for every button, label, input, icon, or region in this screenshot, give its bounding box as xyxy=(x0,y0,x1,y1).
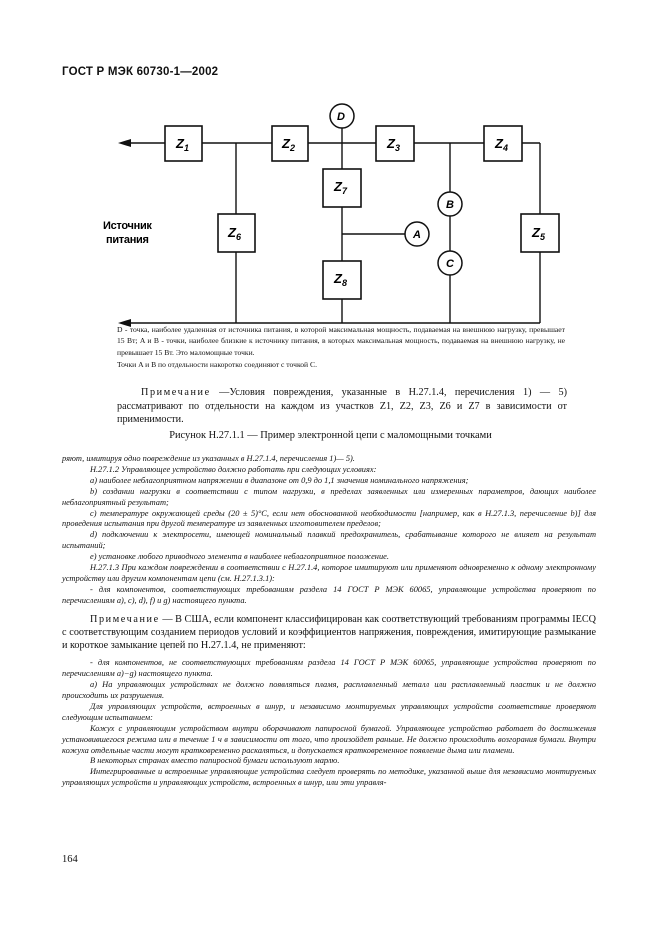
paragraph: - для компонентов, не соответствующих требованиям раздела 14 ГОСТ Р МЭК 60065, управляющие устройства проверяют по перечислениям a)−g) настоящего пункта. xyxy=(62,658,596,679)
z4-label: $Z_4$ xyxy=(495,136,508,153)
source-label-line1: Источник xyxy=(103,220,152,232)
note-text: —Условия повреждения, указанные в H.27.1.4, перечисления 1) — 5) рассматривают по отдельности на каждом из участков Z1, Z2, Z3, Z6 и Z7 в зависимости от применимости. xyxy=(117,387,567,426)
note-text: — В США, если компонент классифицирован как соответствующий требованиям программы IECQ с соответствующим созданием периодов условий и коэффициентов напряжения, повреждения, имитирующие размыкание и короткое замыкание цепей по H.27.1.4, не применяют: xyxy=(62,613,596,652)
paragraph: с) температуре окружающей среды (20 ± 5)°С, если нет обоснованной необходимости [например, как в H.27.1.3, перечисление b)] для проведения испытания при другой температуре из заявленных изготовителем пределов; xyxy=(62,508,596,529)
paragraph: Кожух с управляющим устройством внутри оборачивают папиросной бумагой. Управляющее устройство работает до достижения установившегося режима или в течение 1 ч в зависимости от того, что произойдет раньше. Не должно происходить возгорания бумаги. Внутри кожуха отдельные части могут кратковременно раскаляться, и допускается кратковременное появление дыма или пламени. xyxy=(62,723,596,755)
paragraph: В некоторых странах вместо папиросной бумаги используют марлю. xyxy=(90,756,340,766)
z3-label: $Z_3$ xyxy=(387,136,400,153)
diagram-legend xyxy=(117,324,565,371)
point-a-label: A xyxy=(413,229,421,241)
paragraph: - для компонентов, соответствующих требованиям раздела 14 ГОСТ Р МЭК 60065, управляющие устройства проверяют по перечислениям a), c), d), f) и g) настоящего пункта. xyxy=(62,584,596,605)
paragraph: b) создании нагрузки в соответствии с типом нагрузки, в пределах заявленных или измеренных параметров, дающих наиболее неблагоприятный результат; xyxy=(62,486,596,507)
paragraph: Интегрированные и встроенные управляющие устройства следует проверять по методике, указанной выше для независимо монтируемых управляющих устройств и управляющих устройств, встроенных в шнур, или эти управля- xyxy=(62,767,596,788)
source-label-line2: питания xyxy=(106,234,149,246)
paragraph: Для управляющих устройств, встроенных в шнур, и независимо монтируемых управляющих устройств соответствие проверяют следующим испытанием: xyxy=(62,701,596,722)
note-label: Примечание xyxy=(141,387,211,398)
point-b-label: B xyxy=(446,199,454,211)
circuit-diagram xyxy=(0,0,661,340)
paragraph: d) подключении к электросети, имеющей номинальный плавкий предохранитель, срабатывание которого не влияет на результат испытаний; xyxy=(62,530,596,551)
legend-line2: Точки A и B по отдельности накоротко соединяют с точкой C. xyxy=(117,360,317,370)
z7-label: $Z_7$ xyxy=(334,179,347,196)
note-paragraph xyxy=(62,613,596,653)
point-d-label: D xyxy=(337,111,345,123)
figure-caption: Рисунок H.27.1.1 — Пример электронной цепи с маломощными точками xyxy=(169,430,492,441)
arrow-left-icon xyxy=(118,139,131,147)
paragraph: е) установке любого приводного элемента в наиболее неблагоприятное положение. xyxy=(90,552,389,562)
page-header: ГОСТ Р МЭК 60730-1—2002 xyxy=(62,66,219,78)
figure-note xyxy=(117,386,567,427)
z2-label: $Z_2$ xyxy=(282,136,295,153)
paragraph: H.27.1.2 Управляющее устройство должно работать при следующих условиях: xyxy=(90,464,377,474)
paragraph: H.27.1.3 При каждом повреждении в соответствии с H.27.1.4, которое имитируют или применяют одновременно к одному электронному устройству или другим компонентам цепи (см. H.27.1.3.1): xyxy=(62,563,596,583)
z5-label: $Z_5$ xyxy=(532,225,545,242)
z8-label: $Z_8$ xyxy=(334,271,347,288)
note-label: Примечание xyxy=(90,613,160,625)
body-text xyxy=(62,454,596,789)
z1-label: $Z_1$ xyxy=(176,136,189,153)
legend-line1: D - точка, наиболее удаленная от источника питания, в которой максимальная мощность, подаваемая на внешнюю нагрузку, превышает 15 Вт; A и B - точки, наиболее близкие к источнику питания, в которых максимальная мощность, подаваемая на внешнюю нагрузку, не превышает 15 Вт. Это маломощные точки. xyxy=(117,325,565,357)
paragraph: а) наиболее неблагоприятном напряжении в диапазоне от 0,9 до 1,1 значения номинального напряжения; xyxy=(90,475,469,485)
point-c-label: C xyxy=(446,258,454,270)
paragraph: а) На управляющих устройствах не должно появляться пламя, расплавленный металл или расплавленный пластик и не должно происходить их разрушения. xyxy=(62,680,596,701)
page-number: 164 xyxy=(62,854,78,865)
paragraph: ряют, имитируя одно повреждение из указанных в H.27.1.4, перечисления 1)— 5). xyxy=(62,454,355,463)
z6-label: $Z_6$ xyxy=(228,225,241,242)
